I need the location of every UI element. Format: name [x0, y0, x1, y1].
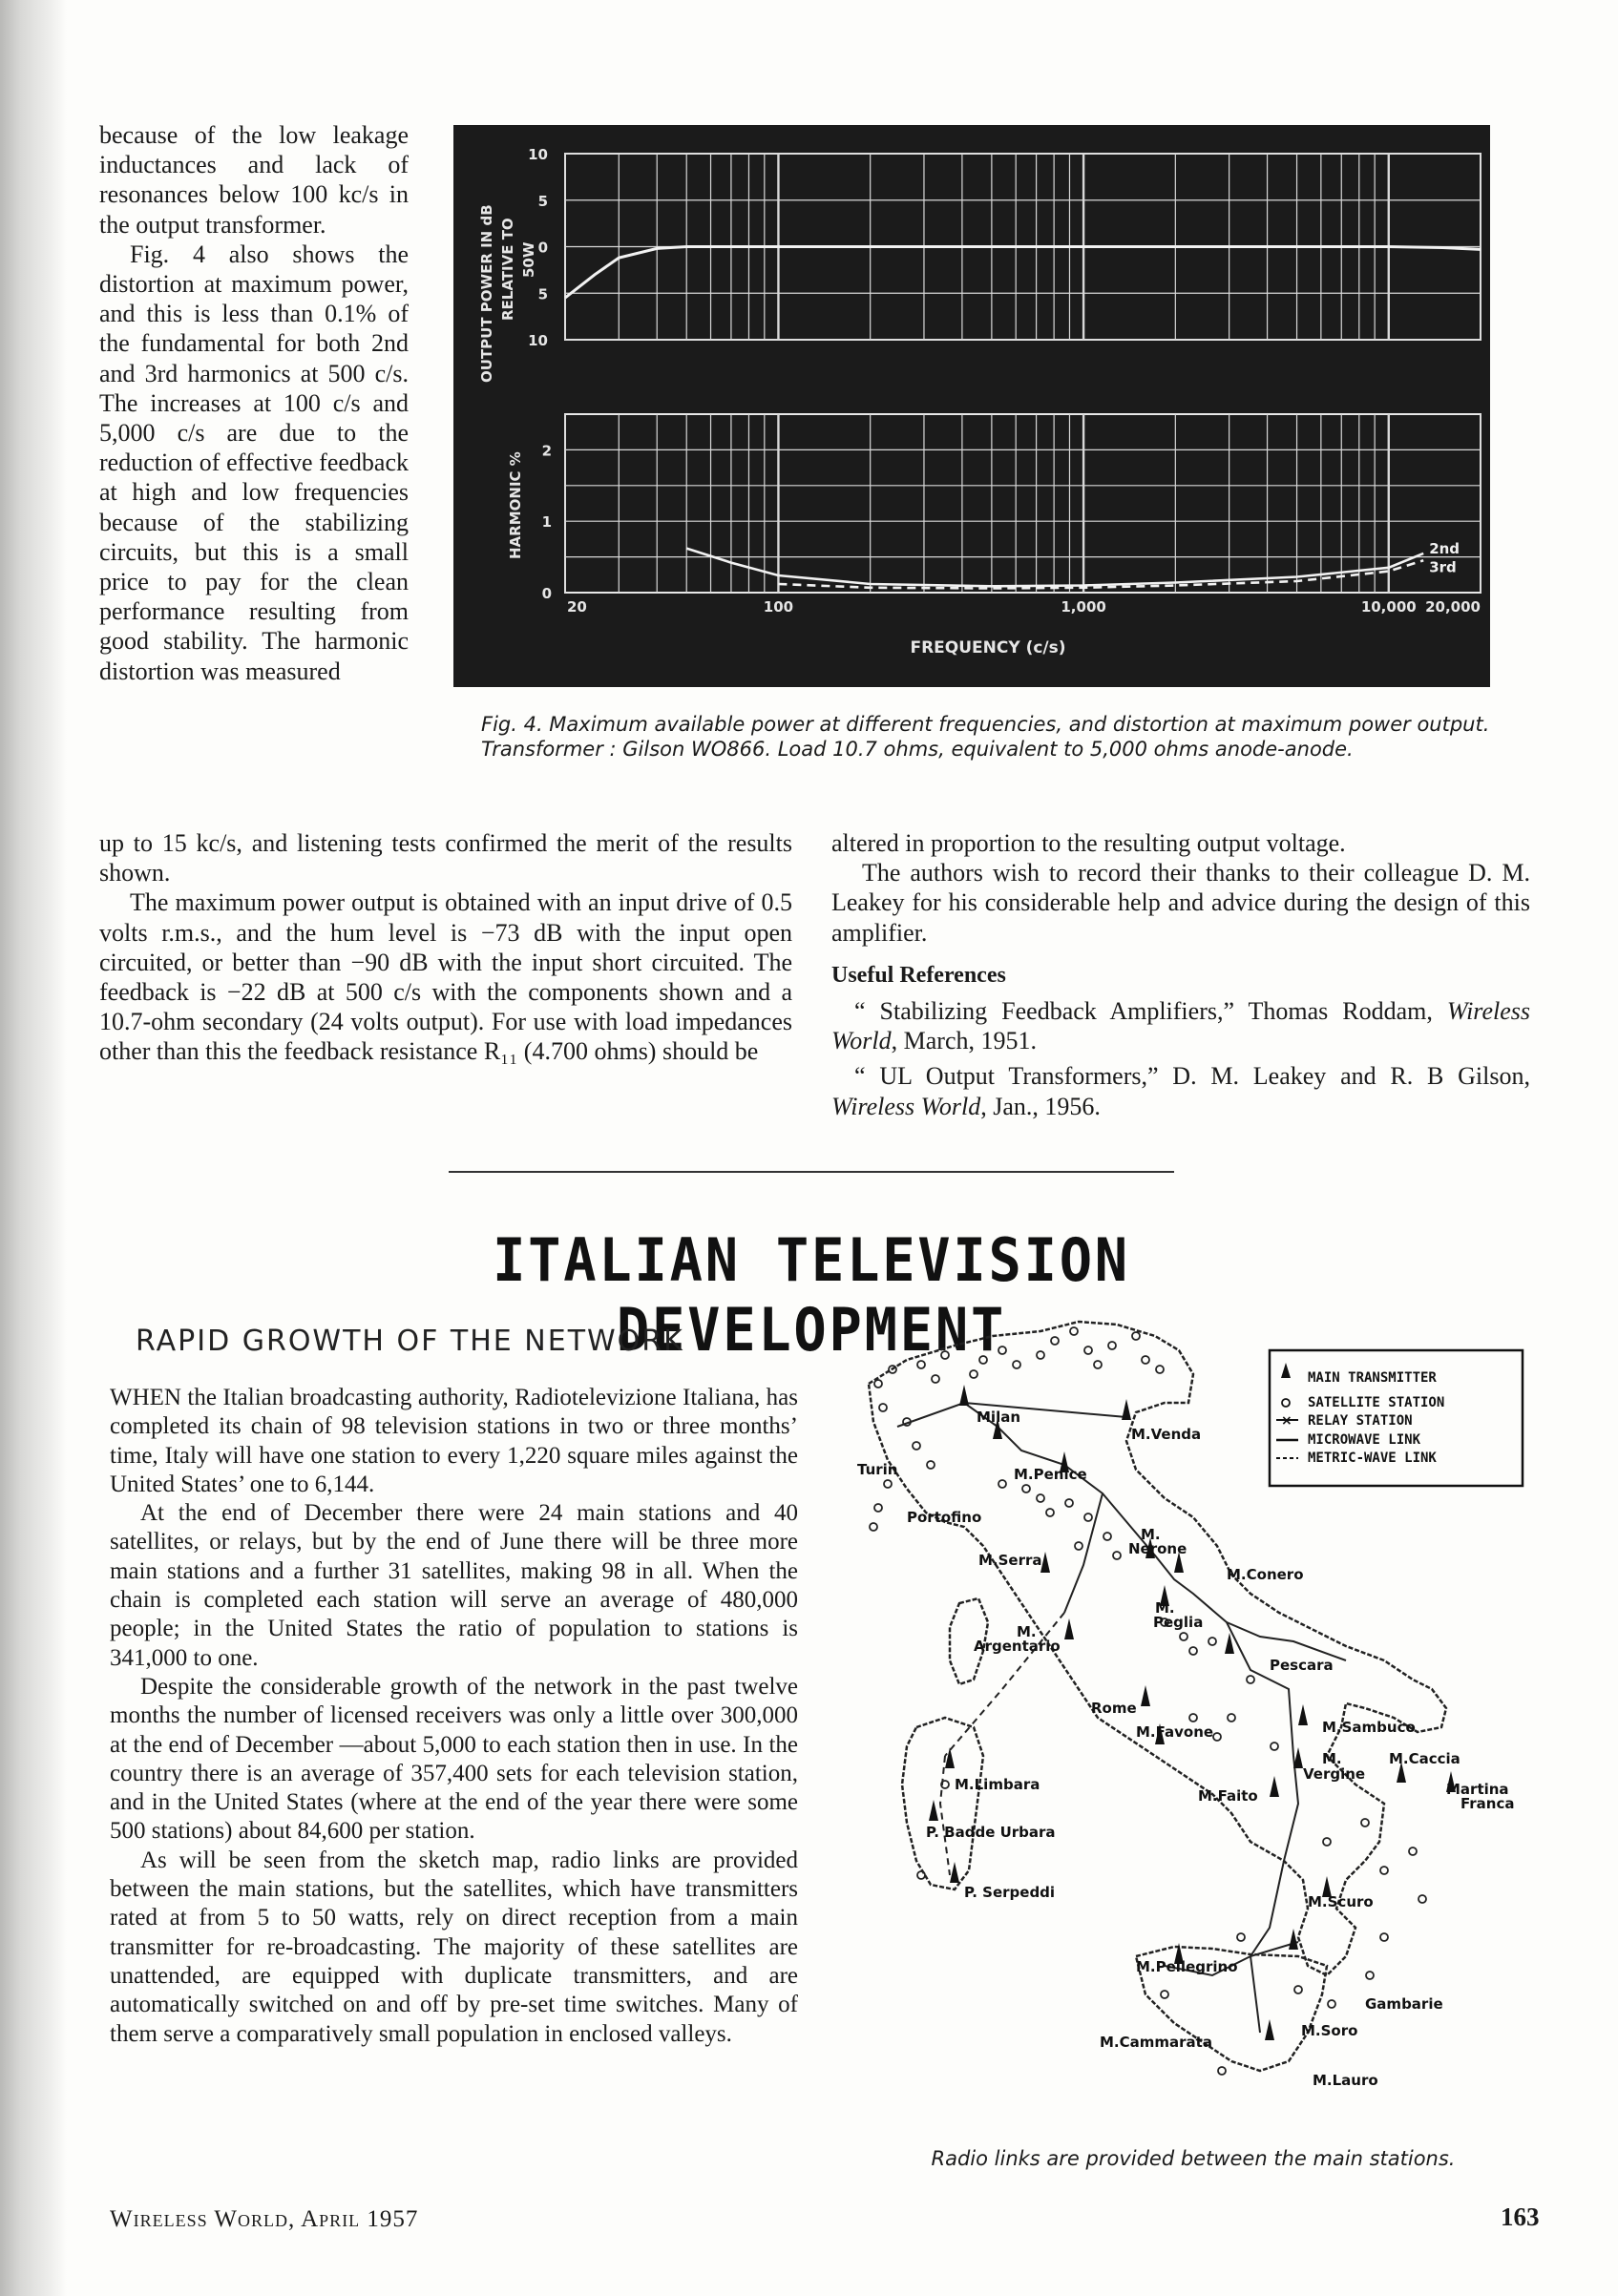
- satellite-dot: [1046, 1509, 1054, 1516]
- label-milan: Milan: [977, 1409, 1021, 1426]
- article-body: [110, 1384, 798, 2049]
- satellite-dot: [884, 1480, 892, 1488]
- series-label-2nd: 2nd: [1429, 539, 1460, 557]
- transmitter-marker: [1293, 1747, 1303, 1768]
- label-caccia: M.Caccia: [1389, 1750, 1460, 1767]
- label-pellegrino: M.Pellegrino: [1136, 1958, 1238, 1975]
- top-ytick-label: 5: [537, 285, 548, 303]
- transmitter-marker: [1064, 1618, 1074, 1639]
- label-peglia-a: M.: [1155, 1599, 1175, 1617]
- transmitter-marker: [1141, 1685, 1150, 1706]
- satellite-dot: [970, 1370, 977, 1378]
- upper-left-column: [99, 120, 409, 686]
- transmitter-marker: [1270, 1776, 1279, 1797]
- satellite-dot: [870, 1523, 877, 1531]
- lower-left-paragraph-2: The maximum power output is obtained with an input drive of 0.5 volts r.m.s., and the hum level is −73 dB with the input open circuited, or better than −90 dB with the input short circuited. The feedback is −22 dB at 500 c/s with the components shown and a 10.7-ohm secondary (24 volts output). For use with load impedances other than this the feedback resistance R₁₁ (4.700 ohms) should be: [99, 888, 792, 1066]
- transmitter-marker: [950, 1862, 959, 1883]
- satellite-dot: [1189, 1647, 1197, 1655]
- xtick-label: 10,000: [1360, 598, 1417, 616]
- satellite-dot: [1070, 1327, 1078, 1335]
- article-title: ITALIAN TELEVISION DEVELOPMENT: [493, 1225, 1130, 1365]
- label-faito: M.Faito: [1198, 1787, 1258, 1805]
- page-number: 163: [1501, 2202, 1540, 2231]
- article-paragraph-1: WHEN the Italian broadcasting authority, Radiotelevizione Italiana, has completed its chain of 98 television stations in two or three months’ time, Italy will have one station to every 1,220 square miles against the United States’ one to 6,144.: [110, 1385, 798, 1497]
- article-paragraph-2: At the end of December there were 24 main stations and 40 satellites, or relays, but by the end of June there will be three more main stations and a further 31 satellites, making 98 in all. When the chain is completed each station will serve an average of 480,000 people; in the United States the ratio of population to stations is 341,000 to one.: [110, 1500, 798, 1671]
- map-legend: [1270, 1350, 1523, 1486]
- transmitter-marker: [1289, 1929, 1298, 1950]
- legend-satellite-station: SATELLITE STATION: [1308, 1395, 1445, 1410]
- satellite-dot: [1180, 1633, 1187, 1640]
- metric-link-sardinia-south: [940, 1756, 950, 1875]
- microwave-links: [897, 1403, 1346, 2033]
- satellite-dot: [1094, 1361, 1102, 1368]
- satellite-dot: [1189, 1714, 1197, 1722]
- label-argentario-a: M.: [1017, 1623, 1037, 1640]
- satellite-dot: [1113, 1552, 1121, 1559]
- transmitter-marker: [945, 1747, 955, 1768]
- satellite-dot: [932, 1375, 939, 1383]
- label-vergine-a: M.: [1322, 1750, 1342, 1767]
- satellite-dot: [1409, 1847, 1417, 1855]
- satellite-dot: [941, 1351, 949, 1359]
- satellite-dot: [1022, 1485, 1030, 1492]
- references-heading: Useful References: [831, 962, 1006, 988]
- label-serra: M.Serra: [978, 1552, 1042, 1569]
- label-favone: M.Favone: [1136, 1723, 1214, 1741]
- upper-paragraph-1: because of the low leakage inductances and lack of resonances below 100 kc/s in the output transformer.: [99, 121, 409, 239]
- bottom-plot-frame: [565, 414, 1481, 593]
- label-lauro: M.Lauro: [1313, 2072, 1378, 2089]
- footer-publication: Wireless World, April 1957: [110, 2206, 419, 2232]
- satellite-dot: [1132, 1332, 1140, 1340]
- label-vergine-b: Vergine: [1303, 1765, 1366, 1783]
- top-ylabel: OUTPUT POWER IN dB: [478, 204, 495, 383]
- satellite-dot: [979, 1356, 987, 1364]
- bottom-ytick-label: 1: [541, 513, 552, 532]
- satellite-dot: [879, 1404, 887, 1411]
- satellite-dot: [1271, 1743, 1278, 1750]
- figure-caption: Fig. 4. Maximum available power at different frequencies, and distortion at maximum power output. Transformer : Gilson WO866. Load 10.7 ohms, equivalent to 5,000 ohms anode-anode.: [481, 713, 1490, 761]
- satellite-dot: [874, 1504, 882, 1512]
- section-divider: [449, 1171, 1174, 1173]
- legend-metric-wave-link: METRIC-WAVE LINK: [1308, 1451, 1437, 1466]
- output-power-line: [565, 247, 1481, 299]
- satellite-dot: [1084, 1513, 1092, 1521]
- x-axis-label: FREQUENCY (c/s): [910, 638, 1066, 657]
- bottom-ytick-label: 2: [541, 442, 552, 460]
- legend-main-transmitter: MAIN TRANSMITTER: [1308, 1370, 1437, 1386]
- label-gambarie: Gambarie: [1365, 1995, 1443, 2013]
- satellite-dot: [1294, 1986, 1302, 1993]
- legend-microwave-link: MICROWAVE LINK: [1308, 1432, 1421, 1448]
- satellite-dot: [1075, 1542, 1082, 1550]
- satellite-dot: [917, 1361, 925, 1368]
- transmitter-marker: [1298, 1704, 1308, 1725]
- satellite-dot: [998, 1480, 1006, 1488]
- satellite-dot: [1103, 1533, 1111, 1540]
- map-caption: Radio links are provided between the main stations.: [931, 2147, 1456, 2170]
- satellite-dot: [1247, 1676, 1254, 1683]
- satellite-dot: [1366, 1972, 1374, 1979]
- xtick-label: 20: [567, 598, 587, 616]
- lower-right-column: [831, 828, 1530, 1127]
- transmitter-marker: [929, 1800, 938, 1821]
- lower-left-paragraph-1: up to 15 kc/s, and listening tests confirmed the merit of the results shown.: [99, 829, 792, 887]
- transmitter-marker: [959, 1385, 969, 1406]
- lower-right-paragraph-1: altered in proportion to the resulting output voltage.: [831, 829, 1346, 857]
- satellite-dot: [1228, 1714, 1235, 1722]
- satellite-dot: [1237, 1933, 1245, 1941]
- satellite-dot: [1218, 2067, 1226, 2075]
- label-nerone-a: M.: [1141, 1526, 1161, 1543]
- satellite-dot: [1142, 1356, 1149, 1364]
- xtick-label: 20,000: [1425, 598, 1481, 616]
- satellite-dot: [1065, 1499, 1073, 1507]
- satellite-dot: [917, 1871, 925, 1879]
- transmitter-marker: [1265, 2019, 1274, 2040]
- xtick-label: 100: [763, 598, 794, 616]
- label-conero: M.Conero: [1227, 1566, 1304, 1583]
- satellite-dot: [1051, 1337, 1059, 1345]
- italy-network-map: [850, 1307, 1532, 2128]
- lower-right-paragraph-2: The authors wish to record their thanks to their colleague D. M. Leakey for his considerable help and advice during the design of this amplifier.: [831, 859, 1530, 947]
- label-penice: M.Penice: [1014, 1466, 1087, 1483]
- map-labels: [857, 1409, 1515, 2089]
- article-subtitle: RAPID GROWTH OF THE NETWORK: [136, 1325, 684, 1358]
- label-peglia-b: Peglia: [1153, 1614, 1204, 1631]
- top-ytick-label: 0: [537, 239, 548, 257]
- top-ylabel-line2: RELATIVE TO: [499, 218, 516, 321]
- satellite-dot: [1418, 1895, 1426, 1903]
- satellite-dot: [1013, 1361, 1020, 1368]
- microwave-link-adriatic: [1227, 1622, 1346, 1660]
- reference-2: “ UL Output Transformers,” D. M. Leakey and R. B Gilson, Wireless World, Jan., 1956.: [831, 1062, 1530, 1120]
- lower-left-column: [99, 828, 792, 1067]
- satellite-dot: [1323, 1838, 1331, 1846]
- satellite-dot: [998, 1346, 1006, 1354]
- bottom-ylabel: HARMONIC %: [507, 451, 524, 559]
- label-scuro: M.Scuro: [1308, 1893, 1374, 1910]
- label-argentario-b: Argentario: [974, 1638, 1061, 1655]
- label-turin: Turin: [857, 1461, 898, 1478]
- frequency-response-figure: [453, 125, 1490, 687]
- page-gutter: [0, 0, 67, 2296]
- satellite-dot: [1084, 1346, 1092, 1354]
- graph-svg: [453, 125, 1490, 687]
- satellite-dot: [1037, 1494, 1044, 1502]
- label-martina-a: Martina: [1446, 1781, 1509, 1798]
- satellite-dot: [1208, 1638, 1216, 1645]
- label-martina-b: Franca: [1460, 1795, 1515, 1812]
- label-cammarata: M.Cammarata: [1100, 2034, 1212, 2051]
- upper-paragraph-2: Fig. 4 also shows the distortion at maximum power, and this is less than 0.1% of the fundamental for both 2nd and 3rd harmonics at 500 c/s. The increases at 100 c/s and 5,000 c/s are due to the reduction of effective feedback at high and low frequencies because of the stabilizing circuits, but this is a small price to pay for the clean performance resulting from good stability. The harmonic distortion was measured: [99, 240, 409, 685]
- legend-relay-station: RELAY STATION: [1308, 1413, 1413, 1429]
- microwave-link-lauro: [1250, 1956, 1260, 2033]
- satellite-dot: [1037, 1351, 1044, 1359]
- label-badde: P. Badde Urbara: [926, 1824, 1056, 1841]
- satellite-dot: [1328, 2000, 1335, 2008]
- label-portofino: Portofino: [907, 1509, 982, 1526]
- satellite-dot: [927, 1461, 935, 1469]
- satellite-dot: [1213, 1733, 1221, 1741]
- satellite-dot: [1161, 1991, 1168, 1998]
- label-venda: M.Venda: [1131, 1426, 1202, 1443]
- top-ytick-label: 5: [537, 192, 548, 210]
- sardinia-outline: [902, 1718, 983, 1889]
- label-sambuco: M.Sambuco: [1322, 1719, 1416, 1736]
- top-ytick-label: 10: [528, 146, 548, 163]
- satellite-dot: [913, 1442, 920, 1450]
- satellite-dot: [1156, 1366, 1164, 1373]
- label-pescara: Pescara: [1270, 1657, 1334, 1674]
- article-paragraph-3: Despite the considerable growth of the network in the past twelve months the number of licensed receivers was only a little over 300,000 at the end of December —about 5,000 to each station then in use. In the country there is an average of 357,400 sets for each television station, and in the United States (where at the end of the year there were some 500 stations) about 84,600 per station.: [110, 1673, 798, 1845]
- bottom-plot-grid: [565, 414, 1481, 593]
- xtick-label: 1,000: [1061, 598, 1106, 616]
- label-serpeddi: P. Serpeddi: [964, 1884, 1056, 1901]
- label-soro: M.Soro: [1301, 2022, 1358, 2039]
- article-paragraph-4: As will be seen from the sketch map, radio links are provided between the main stations, but the satellites, which have transmitters rated at from 5 to 50 watts, rely on direct reception from a main transmitter for re-broadcasting. The majority of these satellites are unattended, are equipped with duplicate transmitters, and are automatically switched on and off by pre-set time switches. Many of them serve a comparatively small population in enclosed valleys.: [110, 1847, 798, 2047]
- top-ylabel-line3: 50W: [520, 241, 537, 278]
- top-ytick-label: 10: [528, 332, 548, 349]
- plot-lines: [565, 247, 1481, 589]
- label-limbara: M.Limbara: [955, 1776, 1040, 1793]
- map-svg: [850, 1307, 1532, 2128]
- satellite-dot: [1361, 1819, 1369, 1826]
- series-label-3rd: 3rd: [1429, 558, 1457, 576]
- satellite-dot: [874, 1380, 882, 1388]
- bottom-ytick-label: 0: [541, 585, 552, 602]
- label-rome: Rome: [1091, 1700, 1137, 1717]
- satellite-dot: [1380, 1933, 1388, 1941]
- reference-1: “ Stabilizing Feedback Amplifiers,” Thomas Roddam, Wireless World, March, 1951.: [831, 997, 1530, 1055]
- plot-text: [478, 146, 1481, 657]
- svg-text:×: ×: [1281, 1413, 1292, 1429]
- transmitter-marker: [1122, 1399, 1131, 1420]
- satellite-dot: [1380, 1867, 1388, 1874]
- label-nerone-b: Nerone: [1128, 1540, 1187, 1557]
- satellite-dot: [1108, 1342, 1116, 1349]
